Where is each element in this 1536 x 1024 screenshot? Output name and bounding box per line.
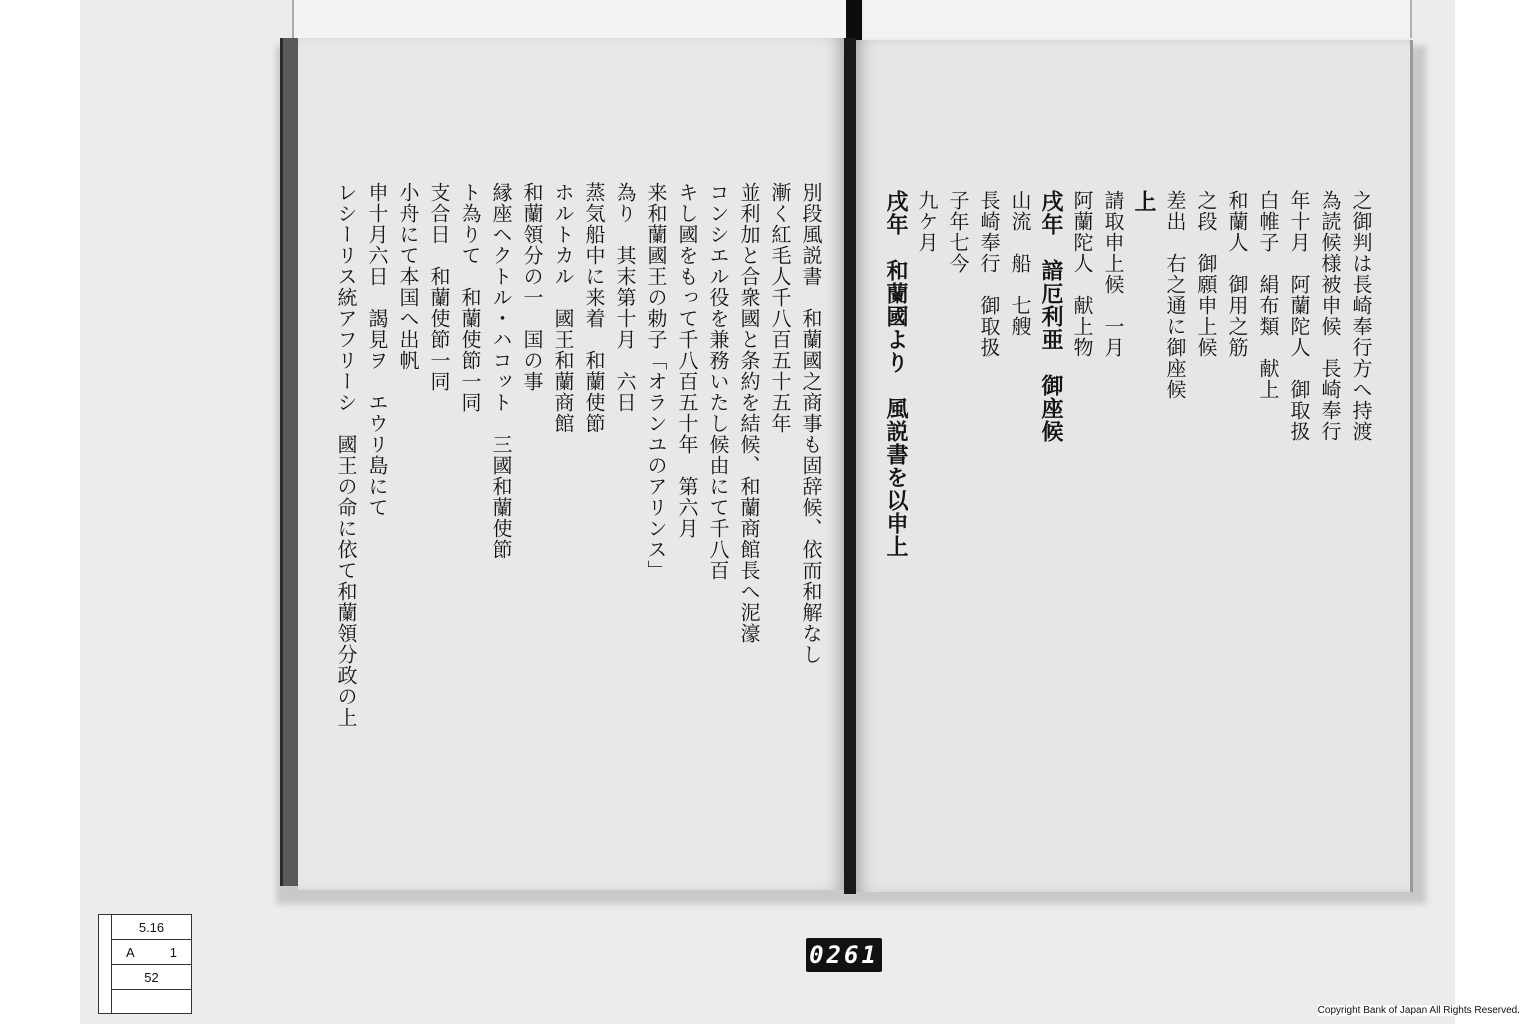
right-column: 長崎奉行 御取扱: [977, 190, 1001, 358]
copyright-notice: Copyright Bank of Japan All Rights Reserved.: [1317, 1005, 1520, 1016]
right-column: 為読候様被申候 長崎奉行: [1318, 190, 1342, 442]
right-column: 之段 御願申上候: [1194, 190, 1218, 358]
right-column: 請取申上候 一月: [1101, 190, 1125, 358]
book-spine-top: [846, 0, 862, 40]
left-column: 蒸気船中に来着 和蘭使節: [582, 182, 606, 434]
right-column: 年十月 阿蘭陀人 御取扱: [1287, 190, 1311, 442]
next-page-edge-left: [292, 0, 848, 38]
left-column: 申十月六日 謁見ヲ エウリ島にて: [365, 182, 389, 518]
reference-series: A: [126, 944, 135, 960]
left-column: コンシエル役を兼務いたし候由にて千八百: [706, 182, 730, 581]
right-column: 之御判は長崎奉行方へ持渡: [1349, 190, 1373, 442]
left-column: 別段風説書 和蘭國之商事も固辞候、依而和解なし: [799, 182, 823, 665]
right-column: 子年七今: [946, 190, 970, 274]
reference-number: 5.16: [111, 915, 191, 940]
left-column: 為り 其末第十月 六日: [613, 182, 637, 413]
left-column: キし國をもって千八百五十年 第六月: [675, 182, 699, 539]
left-column: ホルトカル 國王和蘭商館: [551, 182, 575, 434]
right-column: 戌年 諳厄利亜 御座候: [1038, 190, 1064, 443]
right-column: 山流 船 七艘: [1008, 190, 1032, 337]
reference-volume: 1: [169, 944, 177, 960]
left-column: 縁座ヘクトル・ハコット 三國和蘭使節: [489, 182, 513, 560]
left-column: 漸く紅毛人千八百五十五年: [768, 182, 792, 434]
left-column: 支合日 和蘭使節一同: [427, 182, 451, 392]
frame-number: 0261: [806, 938, 882, 972]
next-page-edge-right: [864, 0, 1412, 38]
left-column: レシーリス統アフリーシ 國王の命に依て和蘭領分政の上: [334, 182, 358, 728]
reference-item: 52: [111, 965, 191, 990]
right-column: 戌年 和蘭國より 風説書を以申上: [883, 190, 909, 558]
reference-blank-row: [111, 990, 191, 1014]
right-column: 和蘭人 御用之筋: [1225, 190, 1249, 358]
reference-series-row: [111, 940, 191, 965]
book-gutter: [844, 38, 856, 894]
archive-reference-label: [98, 914, 192, 1014]
right-column: 阿蘭陀人 献上物: [1070, 190, 1094, 358]
left-column: ト為りて 和蘭使節一同: [458, 182, 482, 434]
right-column: 九ケ月: [915, 190, 939, 253]
left-column: 来和蘭國王の勅子「オランユのアリンス」: [644, 182, 668, 581]
left-column: 並利加と合衆國と条約を結候、和蘭商館長へ泥濠: [737, 182, 761, 644]
right-page-text: [876, 190, 1376, 810]
right-column-heading: 上: [1131, 190, 1157, 213]
right-column: 白帷子 絹布類 献上: [1256, 190, 1280, 400]
left-page-text: [316, 182, 826, 802]
left-column: 小舟にて本国へ出帆: [396, 182, 420, 371]
right-column: 差出 右之通に御座候: [1163, 190, 1187, 400]
left-column: 和蘭領分の一 国の事: [520, 182, 544, 392]
